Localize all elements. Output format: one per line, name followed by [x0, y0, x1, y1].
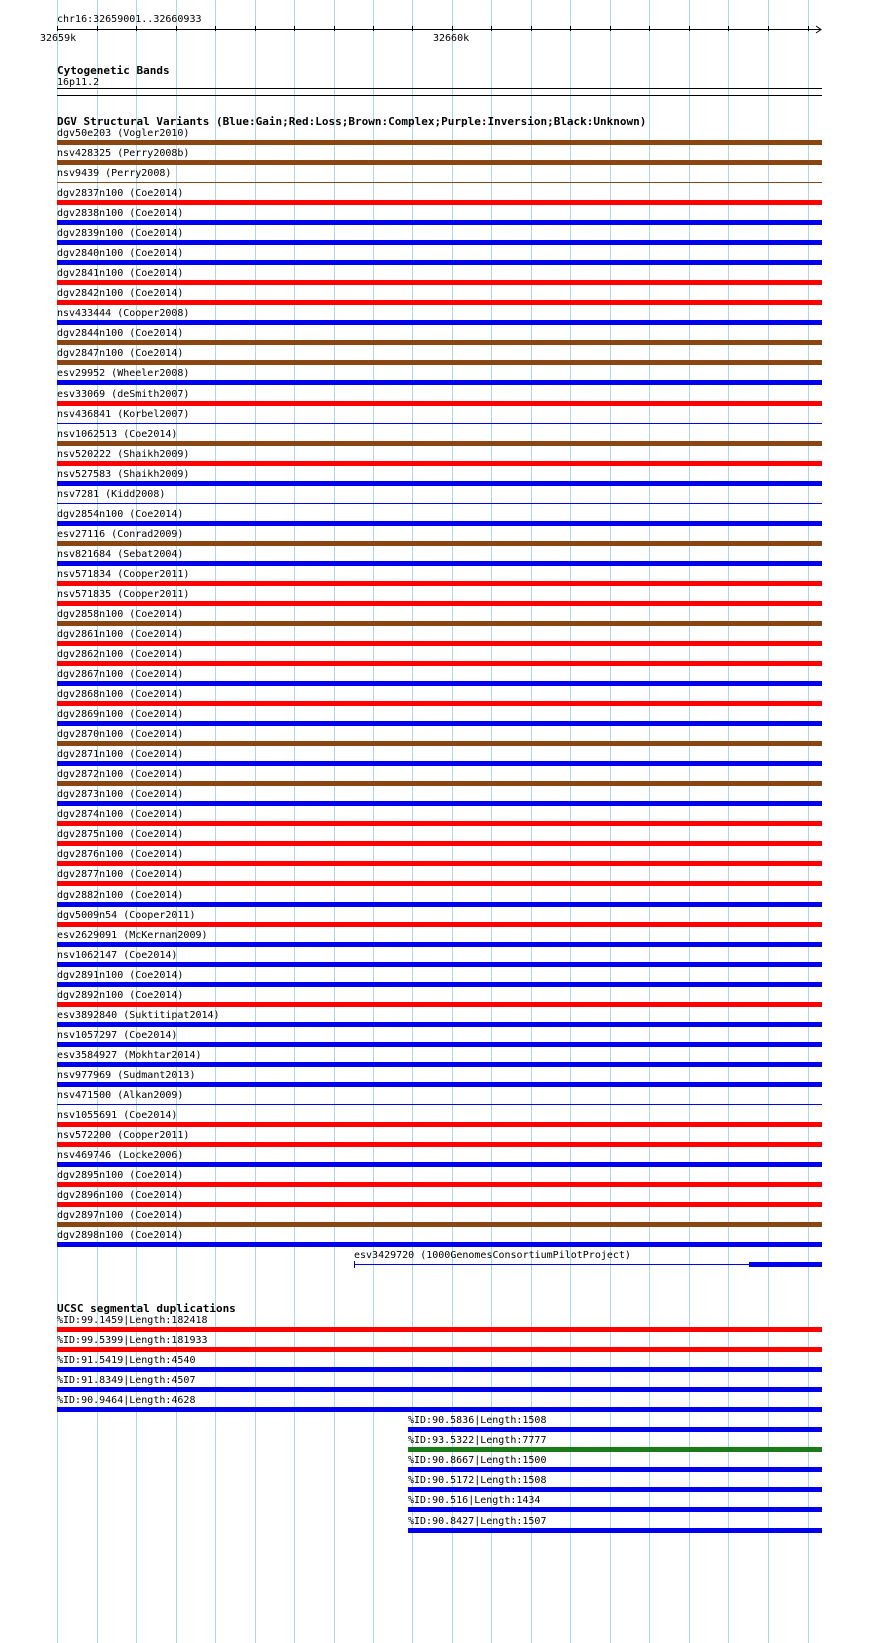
- variant-label[interactable]: dgv2882n100 (Coe2014): [57, 889, 184, 901]
- variant-label[interactable]: dgv2869n100 (Coe2014): [57, 709, 184, 721]
- ruler-tick-label: 32659k: [40, 33, 77, 44]
- variant-label[interactable]: nsv572200 (Cooper2011): [57, 1130, 190, 1141]
- ruler-tick: [491, 26, 492, 31]
- ruler-tick: [531, 26, 532, 31]
- segdup-label[interactable]: %ID:99.1459|Length:182418: [57, 1315, 208, 1326]
- variant-label[interactable]: nsv821684 (Sebat2004): [57, 548, 184, 560]
- segdup-label[interactable]: %ID:91.8349|Length:4507: [57, 1375, 196, 1387]
- variant-label[interactable]: dgv2870n100 (Coe2014): [57, 729, 184, 741]
- variant-bar[interactable]: [57, 601, 822, 606]
- variant-bar[interactable]: [57, 1162, 822, 1167]
- variant-label[interactable]: nsv471500 (Alkan2009): [57, 1089, 184, 1101]
- variant-bar[interactable]: [57, 821, 822, 826]
- variant-label[interactable]: dgv2871n100 (Coe2014): [57, 749, 184, 761]
- variant-label[interactable]: dgv2898n100 (Coe2014): [57, 1230, 184, 1242]
- variant-bar[interactable]: [57, 340, 822, 345]
- variant-label[interactable]: dgv2875n100 (Coe2014): [57, 829, 184, 841]
- ruler-tick: [136, 26, 137, 31]
- segdup-bar[interactable]: [408, 1427, 822, 1432]
- segdup-bar[interactable]: [408, 1487, 822, 1492]
- ruler-tick: [57, 26, 58, 31]
- variant-label[interactable]: dgv2862n100 (Coe2014): [57, 649, 184, 661]
- variant-bar[interactable]: [57, 922, 822, 927]
- ruler-coordinates: chr16:32659001..32660933: [57, 14, 202, 25]
- ruler-tick: [176, 26, 177, 31]
- variant-label[interactable]: dgv2868n100 (Coe2014): [57, 689, 184, 701]
- variant-label[interactable]: dgv2854n100 (Coe2014): [57, 508, 184, 520]
- variant-bar[interactable]: [57, 1182, 822, 1187]
- ruler-tick: [373, 26, 374, 31]
- variant-bar[interactable]: [57, 1062, 822, 1067]
- variant-label[interactable]: dgv2895n100 (Coe2014): [57, 1170, 184, 1182]
- variant-label[interactable]: dgv2872n100 (Coe2014): [57, 769, 184, 781]
- variant-bar[interactable]: [57, 902, 822, 907]
- variant-label[interactable]: nsv9439 (Perry2008): [57, 168, 172, 180]
- variant-label[interactable]: dgv2877n100 (Coe2014): [57, 869, 184, 881]
- variant-label[interactable]: nsv1055691 (Coe2014): [57, 1109, 178, 1121]
- variant-label[interactable]: nsv1057297 (Coe2014): [57, 1029, 178, 1041]
- variant-label[interactable]: dgv2847n100 (Coe2014): [57, 348, 184, 360]
- variant-label[interactable]: nsv1062513 (Coe2014): [57, 428, 178, 440]
- segdup-bar[interactable]: [57, 1387, 822, 1392]
- variant-bar[interactable]: [57, 641, 822, 646]
- variant-label[interactable]: nsv977969 (Sudmant2013): [57, 1069, 196, 1081]
- variant-bar[interactable]: [57, 182, 822, 183]
- variant-bar[interactable]: [57, 841, 822, 846]
- segdup-bar[interactable]: [57, 1327, 822, 1332]
- segdup-label[interactable]: %ID:93.5322|Length:7777: [408, 1435, 547, 1447]
- cytoband-track-title: Cytogenetic Bands: [57, 64, 170, 77]
- variant-bar[interactable]: [57, 1104, 822, 1105]
- segdup-label[interactable]: %ID:90.9464|Length:4628: [57, 1395, 196, 1407]
- variant-bar[interactable]: [57, 240, 822, 245]
- variant-bar[interactable]: [57, 503, 822, 504]
- variant-bar[interactable]: [57, 861, 822, 866]
- variant-label[interactable]: esv3584927 (Mokhtar2014): [57, 1049, 202, 1061]
- dgv-track-title: DGV Structural Variants (Blue:Gain;Red:Loss;Brown:Complex;Purple:Inversion;Black:Unknown): [57, 115, 647, 128]
- variant-bar[interactable]: [57, 561, 822, 566]
- variant-label[interactable]: esv33069 (deSmith2007): [57, 388, 190, 400]
- cytoband-label: 16p11.2: [57, 77, 100, 88]
- variant-bar[interactable]: [57, 1022, 822, 1027]
- variant-bar[interactable]: [57, 461, 822, 466]
- variant-bar[interactable]: [57, 661, 822, 666]
- variant-label[interactable]: esv3892840 (Suktitipat2014): [57, 1009, 220, 1021]
- ruler-line: [57, 29, 820, 30]
- variant-bar[interactable]: [57, 300, 822, 305]
- ruler-tick: [215, 26, 216, 31]
- ruler-tick-label: 32660k: [433, 33, 470, 44]
- ruler-tick: [97, 26, 98, 31]
- variant-label[interactable]: nsv436841 (Korbel2007): [57, 408, 190, 420]
- segdup-bar[interactable]: [408, 1528, 822, 1533]
- variant-label[interactable]: dgv2897n100 (Coe2014): [57, 1210, 184, 1222]
- variant-bar[interactable]: [57, 380, 822, 385]
- variant-label[interactable]: dgv2838n100 (Coe2014): [57, 208, 184, 220]
- ruler-tick: [689, 26, 690, 31]
- variant-bar[interactable]: [57, 1042, 822, 1047]
- variant-label[interactable]: dgv2873n100 (Coe2014): [57, 789, 184, 801]
- variant-label[interactable]: dgv2837n100 (Coe2014): [57, 188, 184, 200]
- variant-bar[interactable]: [57, 681, 822, 686]
- segdup-label[interactable]: %ID:99.5399|Length:181933: [57, 1335, 208, 1347]
- variant-label[interactable]: nsv7281 (Kidd2008): [57, 488, 166, 500]
- variant-bar[interactable]: [57, 1122, 822, 1127]
- variant-label[interactable]: nsv520222 (Shaikh2009): [57, 448, 190, 460]
- segdup-label[interactable]: %ID:90.8667|Length:1500: [408, 1455, 547, 1467]
- variant-label[interactable]: dgv2896n100 (Coe2014): [57, 1190, 184, 1202]
- ruler-tick: [728, 26, 729, 31]
- variant-bar[interactable]: [57, 881, 822, 886]
- variant-bar[interactable]: [57, 1222, 822, 1227]
- variant-label[interactable]: esv27116 (Conrad2009): [57, 528, 184, 540]
- ruler-tick: [452, 26, 453, 31]
- segdup-bar[interactable]: [408, 1447, 822, 1452]
- ruler-arrow-icon: [815, 25, 823, 34]
- variant-label[interactable]: dgv2840n100 (Coe2014): [57, 248, 184, 260]
- variant-label[interactable]: dgv2891n100 (Coe2014): [57, 969, 184, 981]
- variant-bar[interactable]: [57, 1242, 822, 1247]
- segdup-bar[interactable]: [57, 1407, 822, 1412]
- ruler-tick: [570, 26, 571, 31]
- variant-bar[interactable]: [57, 441, 822, 446]
- variant-bar[interactable]: [57, 1142, 822, 1147]
- variant-label[interactable]: dgv2841n100 (Coe2014): [57, 268, 184, 280]
- variant-thick-block[interactable]: [749, 1262, 822, 1267]
- variant-label[interactable]: dgv2861n100 (Coe2014): [57, 629, 184, 640]
- ruler-tick: [255, 26, 256, 31]
- segdup-track-title: UCSC segmental duplications: [57, 1302, 236, 1315]
- ruler-tick: [294, 26, 295, 31]
- variant-bar[interactable]: [57, 220, 822, 225]
- variant-label[interactable]: nsv1062147 (Coe2014): [57, 949, 178, 961]
- variant-bar[interactable]: [57, 360, 822, 365]
- variant-label[interactable]: dgv2892n100 (Coe2014): [57, 989, 184, 1001]
- ruler-tick: [768, 26, 769, 31]
- ruler-tick: [610, 26, 611, 31]
- variant-label[interactable]: dgv5009n54 (Cooper2011): [57, 909, 196, 921]
- segdup-bar[interactable]: [57, 1367, 822, 1372]
- segdup-label[interactable]: %ID:91.5419|Length:4540: [57, 1355, 196, 1367]
- variant-bar[interactable]: [57, 581, 822, 586]
- variant-bar[interactable]: [57, 781, 822, 786]
- segdup-label[interactable]: %ID:90.5836|Length:1508: [408, 1415, 547, 1427]
- variant-label[interactable]: nsv433444 (Cooper2008): [57, 308, 190, 320]
- variant-bar[interactable]: [57, 521, 822, 526]
- variant-label[interactable]: dgv2867n100 (Coe2014): [57, 669, 184, 681]
- cytoband-line: [57, 88, 822, 89]
- track-separator: [57, 95, 822, 96]
- segdup-bar[interactable]: [57, 1347, 822, 1352]
- variant-label[interactable]: dgv2874n100 (Coe2014): [57, 809, 184, 821]
- variant-label[interactable]: dgv2844n100 (Coe2014): [57, 328, 184, 340]
- variant-label[interactable]: dgv2858n100 (Coe2014): [57, 608, 184, 620]
- variant-bar[interactable]: [57, 401, 822, 406]
- variant-bar[interactable]: [57, 423, 822, 424]
- variant-label[interactable]: nsv527583 (Shaikh2009): [57, 468, 190, 480]
- variant-bar[interactable]: [57, 200, 822, 205]
- variant-label[interactable]: dgv2876n100 (Coe2014): [57, 849, 184, 861]
- variant-bar[interactable]: [57, 942, 822, 947]
- variant-label[interactable]: nsv571835 (Cooper2011): [57, 588, 190, 600]
- segdup-label[interactable]: %ID:90.8427|Length:1507: [408, 1515, 547, 1527]
- ruler-tick: [649, 26, 650, 31]
- variant-bar[interactable]: [57, 320, 822, 325]
- variant-bar[interactable]: [57, 260, 822, 265]
- variant-bar[interactable]: [57, 280, 822, 285]
- variant-bar[interactable]: [57, 721, 822, 726]
- segdup-label[interactable]: %ID:90.5172|Length:1508: [408, 1475, 547, 1487]
- variant-label[interactable]: dgv2842n100 (Coe2014): [57, 288, 184, 300]
- segdup-bar[interactable]: [408, 1467, 822, 1472]
- variant-label[interactable]: dgv2839n100 (Coe2014): [57, 228, 184, 240]
- variant-label[interactable]: nsv469746 (Locke2006): [57, 1150, 184, 1162]
- variant-label[interactable]: nsv571834 (Cooper2011): [57, 568, 190, 580]
- variant-bar[interactable]: [57, 741, 822, 746]
- variant-bar[interactable]: [57, 761, 822, 766]
- variant-bar[interactable]: [57, 801, 822, 806]
- variant-bar[interactable]: [57, 160, 822, 165]
- variant-bar[interactable]: [57, 481, 822, 486]
- variant-bar[interactable]: [57, 982, 822, 987]
- segdup-label[interactable]: %ID:90.516|Length:1434: [408, 1495, 541, 1507]
- variant-bar[interactable]: [57, 1002, 822, 1007]
- segdup-bar[interactable]: [408, 1507, 822, 1512]
- variant-bar[interactable]: [57, 621, 822, 626]
- variant-bar[interactable]: [57, 1202, 822, 1207]
- variant-label[interactable]: esv29952 (Wheeler2008): [57, 368, 190, 380]
- variant-bar[interactable]: [57, 140, 822, 145]
- ruler-tick: [808, 26, 809, 31]
- variant-end-tick: [354, 1261, 355, 1268]
- variant-label[interactable]: dgv50e203 (Vogler2010): [57, 128, 190, 139]
- ruler-tick: [412, 26, 413, 31]
- variant-label[interactable]: esv3429720 (1000GenomesConsortiumPilotProject): [354, 1250, 631, 1262]
- variant-label[interactable]: esv2629091 (McKernan2009): [57, 929, 208, 941]
- variant-label[interactable]: nsv428325 (Perry2008b): [57, 148, 190, 160]
- variant-bar[interactable]: [57, 962, 822, 967]
- variant-bar[interactable]: [57, 701, 822, 706]
- variant-bar[interactable]: [57, 1082, 822, 1087]
- variant-bar[interactable]: [57, 541, 822, 546]
- ruler-tick: [334, 26, 335, 31]
